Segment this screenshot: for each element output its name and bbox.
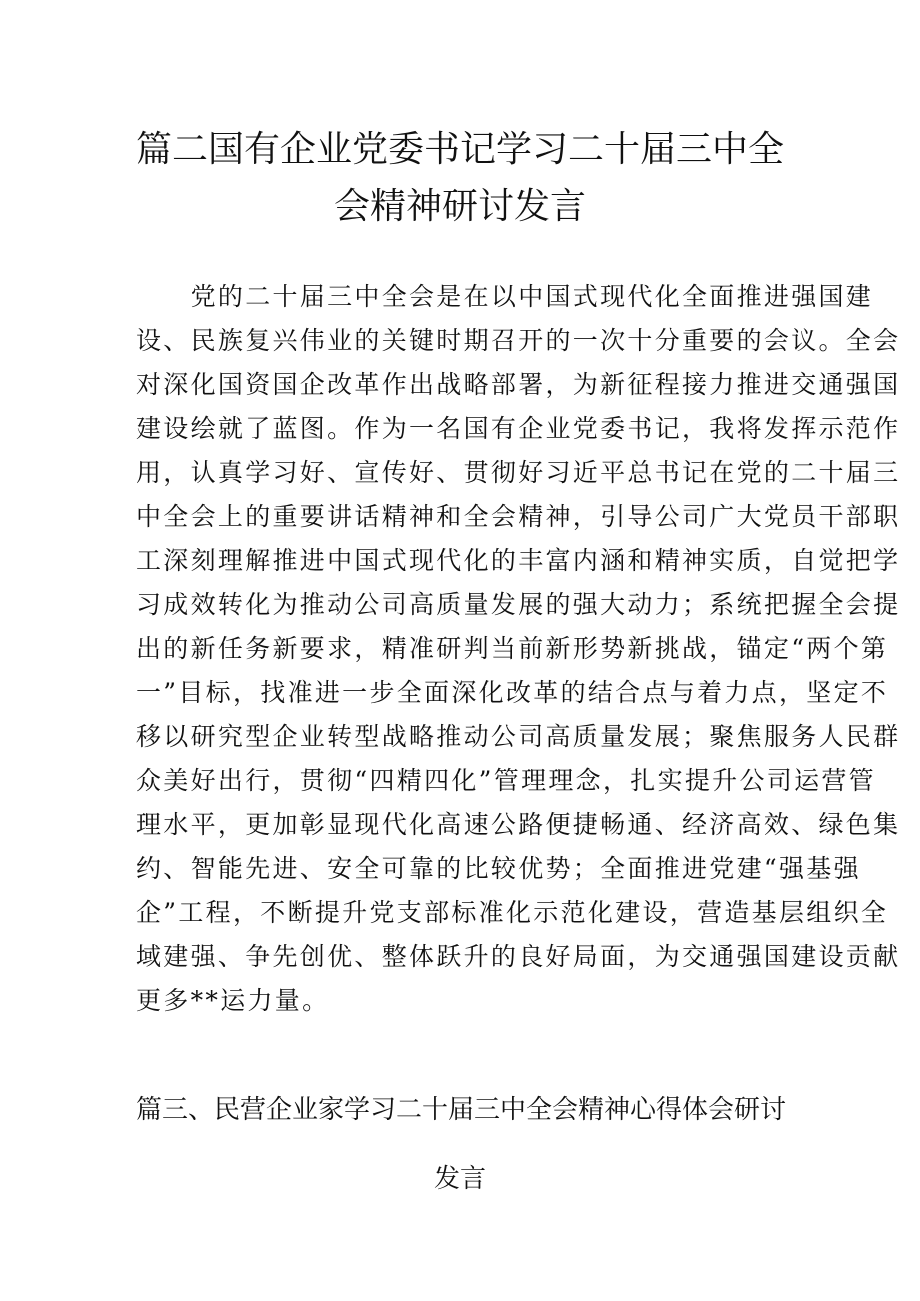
- paragraph-line: 更多**运力量。: [136, 986, 330, 1015]
- paragraph-line: 一”目标，找准进一步全面深化改革的结合点与着力点，坚定不: [136, 678, 889, 707]
- paragraph-line: 众美好出行，贯彻“四精四化”管理理念，扎实提升公司运营管: [136, 766, 876, 795]
- paragraph-line: 对深化国资国企改革作出战略部署，为新征程接力推进交通强国: [136, 370, 901, 399]
- document-title-line-2: 会精神研讨发言: [333, 186, 586, 227]
- paragraph-line: 党的二十届三中全会是在以中国式现代化全面推进强国建: [136, 282, 874, 311]
- paragraph-line: 用，认真学习好、宣传好、贯彻好习近平总书记在党的二十届三: [136, 458, 901, 487]
- paragraph-line: 约、智能先进、安全可靠的比较优势；全面推进党建“强基强: [136, 854, 861, 883]
- paragraph-line: 建设绘就了蓝图。作为一名国有企业党委书记，我将发挥示范作: [136, 414, 901, 443]
- paragraph-line: 中全会上的重要讲话精神和全会精神，引导公司广大党员干部职: [136, 502, 901, 531]
- paragraph-line: 设、民族复兴伟业的关键时期召开的一次十分重要的会议。全会: [136, 326, 901, 355]
- paragraph-line: 习成效转化为推动公司高质量发展的强大动力；系统把握全会提: [136, 590, 901, 619]
- paragraph-line: 工深刻理解推进中国式现代化的丰富内涵和精神实质，自觉把学: [136, 546, 901, 575]
- paragraph-line: 企”工程，不断提升党支部标准化示范化建设，营造基层组织全: [136, 898, 889, 927]
- paragraph-line: 移以研究型企业转型战略推动公司高质量发展；聚焦服务人民群: [136, 722, 901, 751]
- next-section-title-line-1: 篇三、民营企业家学习二十届三中全会精神心得体会研讨: [136, 1095, 787, 1125]
- paragraph-line: 出的新任务新要求，精准研判当前新形势新挑战，锚定“两个第: [136, 634, 889, 663]
- document-title-line-1: 篇二国有企业党委书记学习二十届三中全: [135, 129, 784, 170]
- paragraph-line: 域建强、争先创优、整体跃升的良好局面，为交通强国建设贡献: [136, 942, 901, 971]
- paragraph-line: 理水平，更加彰显现代化高速公路便捷畅通、经济高效、绿色集: [136, 810, 901, 839]
- next-section-title-line-2: 发言: [433, 1164, 486, 1194]
